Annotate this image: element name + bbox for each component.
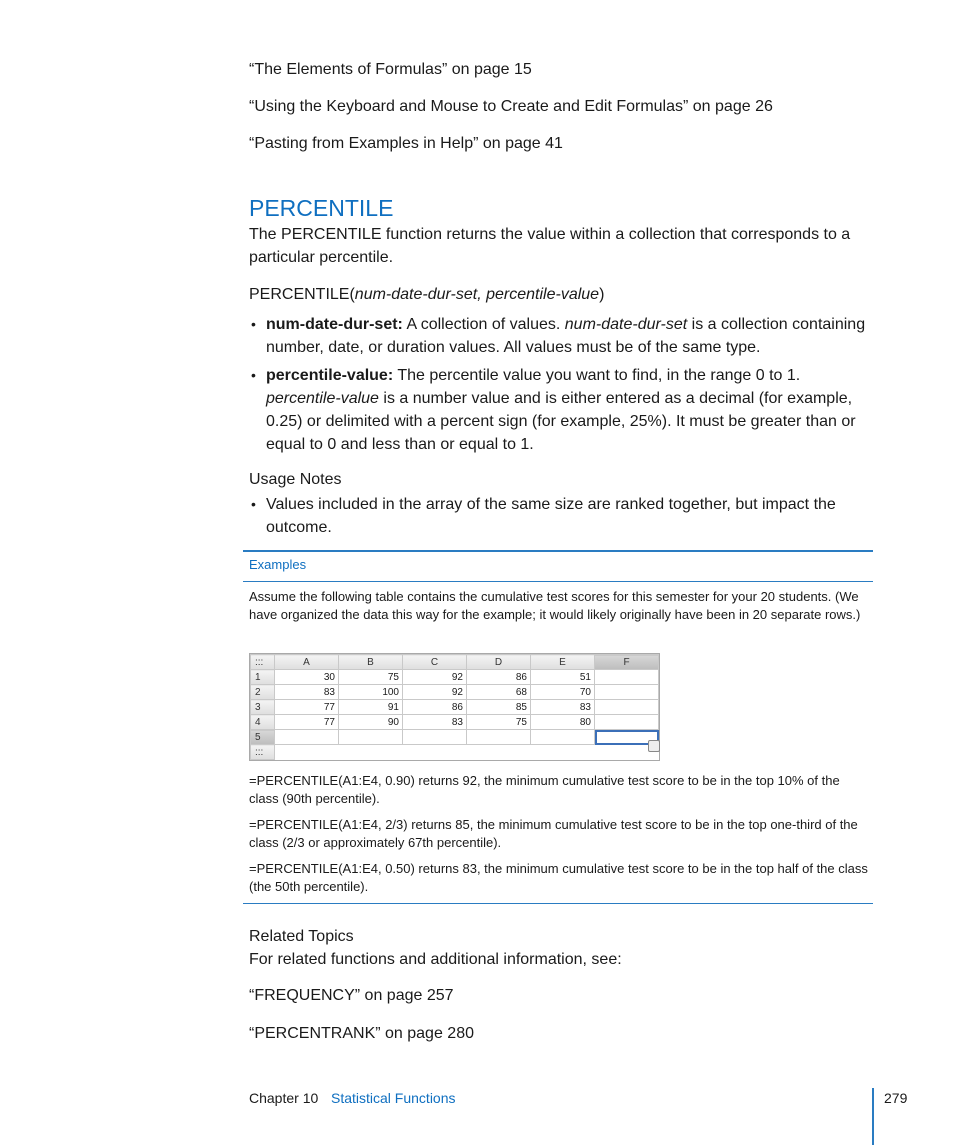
row-header[interactable]: 4 [251,715,275,730]
cell[interactable]: 90 [339,715,403,730]
cell[interactable] [595,700,659,715]
table-row [251,730,659,745]
cell[interactable]: 83 [531,700,595,715]
row-header[interactable]: 3 [251,700,275,715]
cell[interactable]: 70 [531,685,595,700]
cell[interactable]: 30 [275,670,339,685]
cell[interactable] [531,730,595,745]
column-header[interactable]: A [275,655,339,670]
arg-text: A collection of values. [402,316,565,333]
syntax-function: PERCENTILE [249,286,350,303]
example-result-1: =PERCENTILE(A1:E4, 0.90) returns 92, the minimum cumulative test score to be in the top 10% of the class (90th percentile). [249,773,840,806]
related-topics-intro: For related functions and additional information, see: [249,951,622,968]
sheet-corner[interactable]: ::: [251,655,275,670]
examples-intro: Assume the following table contains the cumulative test scores for this semester for your 20 students. (We have organized the data this way for the example; it would likely originally have been in 20 separate rows.) [249,589,861,622]
cell[interactable]: 51 [531,670,595,685]
arg-italic: num-date-dur-set [564,316,688,333]
cell[interactable] [403,730,467,745]
cell[interactable] [275,730,339,745]
column-header[interactable]: D [467,655,531,670]
table-row [251,715,659,730]
cell[interactable] [595,670,659,685]
cell[interactable]: 77 [275,700,339,715]
footer-divider [872,1088,874,1145]
arg-italic: percentile-value [266,390,379,407]
table-row [251,685,659,700]
section-title: PERCENTILE [249,195,394,221]
footer-chapter: Chapter 10 [249,1090,319,1106]
table-row [251,700,659,715]
fill-handle-icon[interactable] [648,740,660,752]
cell[interactable]: 86 [467,670,531,685]
arg-name: percentile-value: [266,367,394,384]
cell[interactable]: 100 [339,685,403,700]
column-header-selected[interactable]: F [595,655,659,670]
cell[interactable]: 83 [275,685,339,700]
spreadsheet-table [249,653,660,761]
examples-top-rule [243,550,873,552]
cell[interactable]: 91 [339,700,403,715]
usage-note-item: Values included in the array of the same size are ranked together, but impact the outcome. [266,496,836,536]
row-header[interactable]: 2 [251,685,275,700]
related-link-frequency[interactable]: “FREQUENCY” on page 257 [249,987,454,1004]
arg-num-date-dur-set [266,313,876,359]
row-header[interactable]: 1 [251,670,275,685]
sheet-filler [275,745,659,760]
cell[interactable]: 75 [467,715,531,730]
examples-heading: Examples [249,557,307,572]
row-resize-grip[interactable]: ::: [251,745,275,760]
bullet-marker: • [251,496,256,512]
examples-heading-rule [243,581,873,582]
cell[interactable]: 83 [403,715,467,730]
syntax-line [249,283,604,306]
example-result-3: =PERCENTILE(A1:E4, 0.50) returns 83, the minimum cumulative test score to be in the top half of the class (the 50th percentile). [249,861,868,894]
arg-text: is a collection containing number, date, or duration values. All values must be of the same type. [266,316,866,356]
syntax-close: ) [599,286,605,303]
examples-bottom-rule [243,903,873,904]
cell[interactable]: 75 [339,670,403,685]
cell[interactable] [339,730,403,745]
bullet-marker: • [251,367,256,383]
usage-notes-heading: Usage Notes [249,471,342,488]
related-link-percentrank[interactable]: “PERCENTRANK” on page 280 [249,1025,474,1042]
cell[interactable]: 86 [403,700,467,715]
page-number: 279 [884,1090,908,1106]
column-header[interactable]: B [339,655,403,670]
top-link-2[interactable]: “Using the Keyboard and Mouse to Create and Edit Formulas” on page 26 [249,98,773,115]
top-link-1[interactable]: “The Elements of Formulas” on page 15 [249,61,532,78]
cell[interactable]: 68 [467,685,531,700]
cell[interactable]: 80 [531,715,595,730]
arg-name: num-date-dur-set: [266,316,403,333]
arg-text: The percentile value you want to find, in the range 0 to 1. [393,367,801,384]
syntax-args: num-date-dur-set, percentile-value [354,286,600,303]
cell[interactable] [467,730,531,745]
column-header[interactable]: E [531,655,595,670]
cell[interactable] [595,715,659,730]
arg-text: is a number value and is either entered as a decimal (for example, 0.25) or delimited with a percent sign (for example, 25%). It must be greater than or equal to 0 and less than or equal to 1. [266,390,856,453]
cell[interactable] [595,685,659,700]
intro-paragraph: The PERCENTILE function returns the value within a collection that corresponds to a particular percentile. [249,226,851,266]
arg-percentile-value [266,364,876,456]
cell[interactable]: 92 [403,685,467,700]
top-link-3[interactable]: “Pasting from Examples in Help” on page 41 [249,135,563,152]
related-topics-heading: Related Topics [249,928,354,945]
bullet-marker: • [251,316,256,332]
cell[interactable]: 92 [403,670,467,685]
example-result-2: =PERCENTILE(A1:E4, 2/3) returns 85, the minimum cumulative test score to be in the top one-third of the class (2/3 or approximately 67th percentile). [249,817,858,850]
row-header-selected[interactable]: 5 [251,730,275,745]
cell[interactable]: 77 [275,715,339,730]
footer-section-link[interactable]: Statistical Functions [331,1090,456,1106]
column-header[interactable]: C [403,655,467,670]
table-row [251,670,659,685]
syntax-open: ( [349,286,355,303]
cell[interactable]: 85 [467,700,531,715]
